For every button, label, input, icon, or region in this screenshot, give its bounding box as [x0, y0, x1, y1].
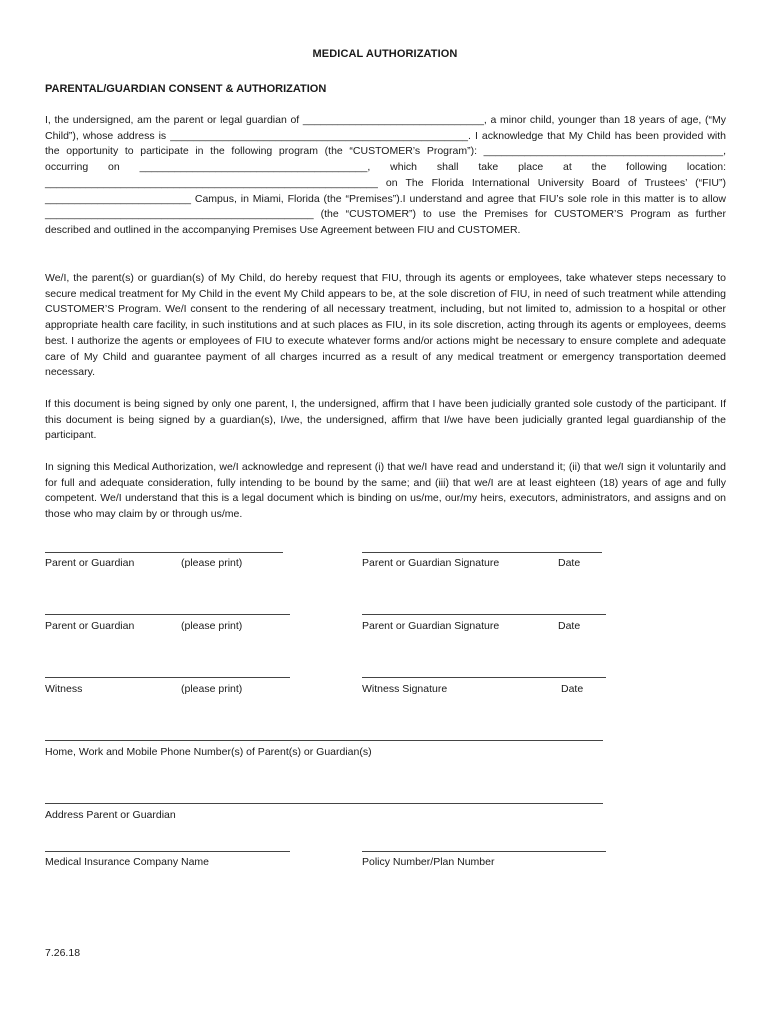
phone-numbers-line[interactable]: [45, 740, 603, 741]
signature-label-1: Parent or Guardian Signature: [362, 557, 500, 569]
please-print-label-1: (please print): [181, 557, 243, 569]
document-title: MEDICAL AUTHORIZATION: [312, 48, 458, 60]
print-name-line-1[interactable]: [45, 552, 283, 553]
signature-line-2[interactable]: [362, 614, 606, 615]
signature-line-1[interactable]: [362, 552, 602, 553]
print-name-line-2[interactable]: [45, 614, 290, 615]
address-line[interactable]: [45, 803, 603, 804]
insurance-company-line[interactable]: [45, 851, 290, 852]
custody-paragraph: If this document is being signed by only one parent, I, the undersigned, affirm that I have been judicially granted sole custody of the participant. If this document is being signed by a guardian(s), I/we, the undersigned, affirm that I/we have been judicially granted legal guardianship of the participant.: [45, 398, 726, 442]
phone-numbers-label: Home, Work and Mobile Phone Number(s) of Parent(s) or Guardian(s): [45, 746, 372, 758]
insurance-company-label: Medical Insurance Company Name: [45, 856, 209, 868]
consent-paragraph: I, the undersigned, am the parent or legal guardian of _______________________________, a minor child, younger than 18 years of age, (“My Child”), whose address is ___________________________________________________. I acknowledge that My Child has been provided with the opportunity to participate in the following program (the “CUSTOMER’s Program”): _________________________________________, occurring on _______________________________________, which shall take place at the following location: _________________________________________________________ on The Florida International University Board of Trustees’ (“FIU”) _________________________ Campus, in Miami, Florida (the “Premises”).I understand and agree that FIU’s sole role in this matter is to allow ______________________________________________ (the “CUSTOMER”) to use the Premises for CUSTOMER’S Program as further described and outlined in the accompanying Premises Use Agreement between FIU and CUSTOMER.: [45, 114, 726, 236]
please-print-label-2: (please print): [181, 620, 243, 632]
witness-print-line[interactable]: [45, 677, 290, 678]
treatment-paragraph: We/I, the parent(s) or guardian(s) of My Child, do hereby request that FIU, through its agents or employees, take whatever steps necessary to secure medical treatment for My Child in the event My Child appears to be, at the sole discretion of FIU, in need of such treatment while attending CUSTOMER’S Program. We/I consent to the rendering of all necessary treatment, including, but not limited to, admission to a hospital or other appropriate health care facility, in such institutions and at such places as FIU, in its sole discretion, acting through its agents or employees, deems best. I authorize the agents or employees of FIU to execute whatever forms and/or actions might be necessary to ensure complete and adequate care of My Child and guarantee payment of all charges incurred as a result of any medical treatment or emergency transportation deemed necessary.: [45, 272, 726, 379]
date-label-2: Date: [558, 620, 581, 632]
signature-label-2: Parent or Guardian Signature: [362, 620, 500, 632]
parent-guardian-label-2: Parent or Guardian: [45, 620, 135, 632]
document-subtitle: PARENTAL/GUARDIAN CONSENT & AUTHORIZATION: [45, 83, 327, 95]
policy-number-label: Policy Number/Plan Number: [362, 856, 495, 868]
please-print-label-3: (please print): [181, 683, 243, 695]
date-label-3: Date: [561, 683, 584, 695]
acknowledgement-paragraph: In signing this Medical Authorization, we/I acknowledge and represent (i) that we/I have read and understand it; (ii) that we/I sign it voluntarily and for full and adequate consideration, fully intending to be bound by the same; and (iii) that we/I are at least eighteen (18) years of age and fully competent. We/I understand that this is a legal document which is binding on us/me, our/my heirs, executors, administrators, and assigns and on those who may claim by or through us/me.: [45, 461, 726, 521]
policy-number-line[interactable]: [362, 851, 606, 852]
witness-label: Witness: [45, 683, 83, 695]
date-label-1: Date: [558, 557, 581, 569]
address-label: Address Parent or Guardian: [45, 809, 176, 821]
witness-signature-line[interactable]: [362, 677, 606, 678]
parent-guardian-label-1: Parent or Guardian: [45, 557, 135, 569]
witness-signature-label: Witness Signature: [362, 683, 448, 695]
version-date: 7.26.18: [45, 947, 81, 959]
